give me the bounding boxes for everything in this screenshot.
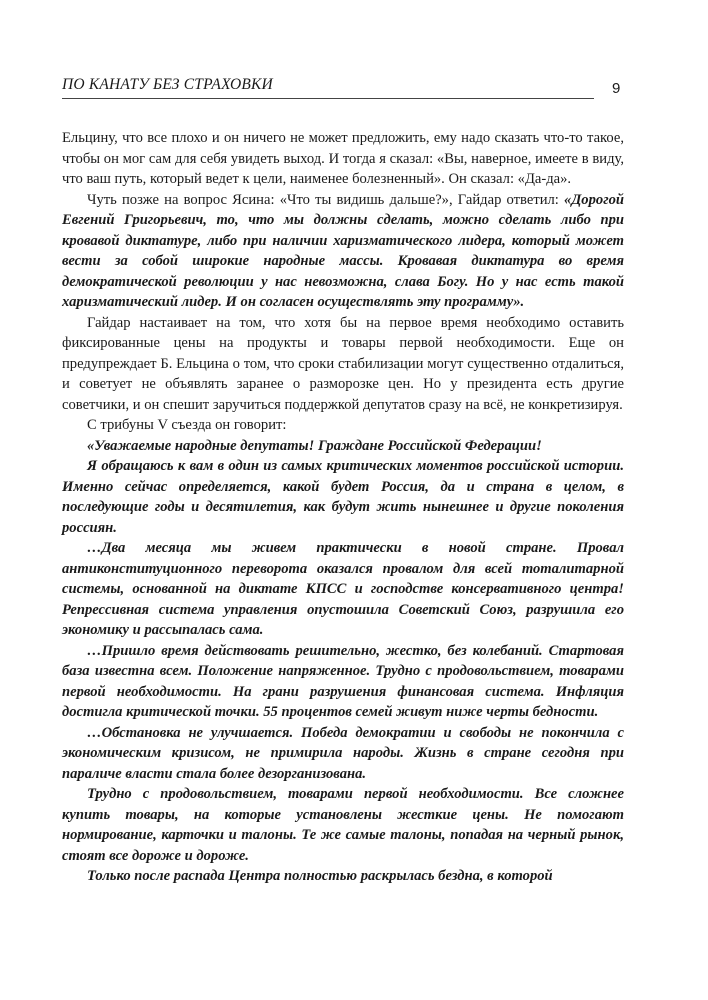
paragraph-text: Чуть позже на вопрос Ясина: «Что ты видишь дальше?», Гайдар ответил: bbox=[87, 191, 565, 208]
quote-text: …Обстановка не улучшается. Победа демократии и свободы не покончила с экономическим кризисом, не примирила народы. Жизнь в стране сегодня при параличе власти стала более дезорганизована. bbox=[62, 724, 624, 782]
running-header bbox=[62, 76, 594, 99]
quote-paragraph bbox=[62, 538, 624, 641]
quote-text: Трудно с продовольствием, товарами первой необходимости. Все сложнее купить товары, на которые установлены жесткие цены. Не помогают нормирование, карточки и талоны. Те же самые талоны, попадая на черный рынок, стоят все дороже и дороже. bbox=[62, 786, 624, 864]
paragraph-text: Гайдар настаивает на том, что хотя бы на первое время необходимо оставить фиксированные цены на продукты и товары первой необходимости. Еще он предупреждает Б. Ельцина о том, что сроки стабилизации могут существенно отдалиться, и советует не объявлять заранее о разморозке цен. Но у президента есть другие советчики, и он спешит заручиться поддержкой депутатов сразу на всё, не конкретизируя. bbox=[62, 314, 624, 413]
body-text bbox=[62, 128, 624, 887]
running-title: ПО КАНАТУ БЕЗ СТРАХОВКИ bbox=[62, 76, 273, 93]
quote-paragraph bbox=[62, 866, 624, 887]
quote-text: …Пришло время действовать решительно, жестко, без колебаний. Стартовая база известна всем. Положение напряженное. Трудно с продовольствием, товарами первой необходимости. На грани разрушения финансовая система. Инфляция достигла критической точки. 55 процентов семей живут ниже черты бедности. bbox=[62, 642, 624, 720]
paragraph bbox=[62, 128, 624, 190]
paragraph-text: С трибуны V съезда он говорит: bbox=[87, 417, 287, 433]
paragraph bbox=[62, 313, 624, 416]
quote-text: Только после распада Центра полностью раскрылась бездна, в которой bbox=[87, 868, 553, 884]
quote-text: «Уважаемые народные депутаты! Граждане Российской Федерации! bbox=[87, 437, 542, 454]
quote-paragraph bbox=[62, 641, 624, 723]
quote-paragraph bbox=[62, 456, 624, 538]
quote-text: …Два месяца мы живем практически в новой стране. Провал антиконституционного переворота оказался провалом для всей тоталитарной системы, основанной на диктате КПСС и господстве консервативного центра! Репрессивная система управления опустошила Советский Союз, разрушила его экономику и рассыпалась сама. bbox=[62, 540, 624, 638]
quote-paragraph bbox=[62, 436, 624, 457]
quote-text: Я обращаюсь к вам в один из самых критических моментов российской истории. Именно сейчас определяется, какой будет Россия, да и страна в целом, в последующие годы и десятилетия, как будут жить нынешнее и другие поколения россиян. bbox=[62, 458, 624, 536]
quote-paragraph bbox=[62, 723, 624, 785]
paragraph bbox=[62, 415, 624, 436]
paragraph-text: Ельцину, что все плохо и он ничего не может предложить, ему надо сказать что-то такое, чтобы он мог сам для себя увидеть выход. И тогда я сказал: «Вы, наверное, имеете в виду, что ваш путь, который ведет к цели, наименее болезненный». Он сказал: «Да-да». bbox=[62, 130, 624, 187]
quote-text: «Дорогой Евгений Григорьевич, то, что мы должны сделать, можно сделать либо при кровавой диктатуре, либо при наличии харизматического лидера, который может вести за собой широкие народные массы. Кровавая диктатура во время демократической революции у нас невозможна, слава Богу. Но у нас есть такой харизматический лидер. И он согласен осуществлять эту программу». bbox=[62, 191, 624, 310]
paragraph bbox=[62, 190, 624, 313]
page-number: 9 bbox=[612, 80, 621, 97]
quote-paragraph bbox=[62, 784, 624, 866]
